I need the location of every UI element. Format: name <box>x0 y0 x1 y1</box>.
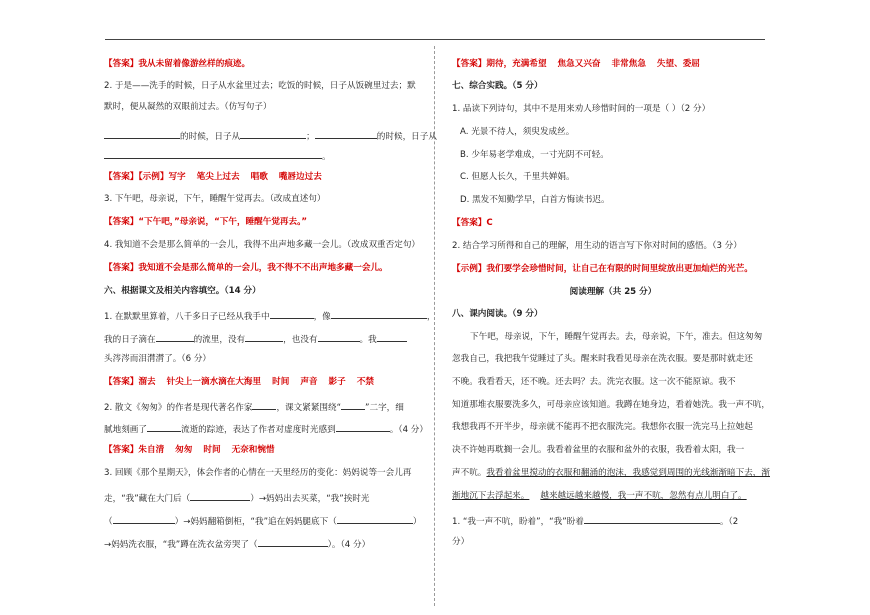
answer-blank[interactable] <box>147 422 181 432</box>
section-heading: 八、课内阅读。（9 分） <box>452 309 543 319</box>
answer-blank[interactable] <box>318 332 360 342</box>
answer-line: 【答案】期待，充满希望 焦急又兴奋 非常焦急 失望、委屈 <box>452 59 700 69</box>
answer-blank[interactable] <box>156 332 194 342</box>
fill-blank-line: 腻地刻画了 流逝的踪迹，表达了作者对虚度时光感到 。（4 分） <box>104 422 428 436</box>
header-rule <box>105 39 765 40</box>
fill-blank-line: →妈妈洗衣服，“我”蹲在洗衣盆旁哭了（ ）。（4 分） <box>104 537 370 551</box>
passage-line: 忽我自己，我把我午觉睡过了头。醒来时我看见母亲在洗衣服。要是那时就走还 <box>452 354 753 364</box>
question-text: 3. 下午吧，母亲说，下午，睡醒午觉再去。（改成直述句） <box>104 194 326 204</box>
fill-blank-line: 1. 在默默里算着，八千多日子已经从我手中 ，像 ， <box>104 309 435 323</box>
passage-line: 决不许她再耽搁一会儿。我看着盆里的衣服和盆外的衣服，我看着太阳，我一 <box>452 445 745 455</box>
question-text: 头涔涔而泪潸潸了。（6 分） <box>104 354 212 364</box>
question-text: 4. 我知道不会是那么简单的一会儿，我得不出声地多藏一会儿。（改成双重否定句） <box>104 240 421 250</box>
answer-line: 【答案】“下午吧，”母亲说，“下午，睡醒午觉再去。” <box>104 217 308 227</box>
answer-blank[interactable] <box>190 491 250 501</box>
option-b[interactable]: B. 少年易老学难成，一寸光阴不可轻。 <box>460 150 609 160</box>
answer-line: 【答案】溜去 针尖上一滴水滴在大海里 时间 声音 影子 不禁 <box>104 377 374 387</box>
answer-blank[interactable] <box>113 514 175 524</box>
underlined-sentence: 渐地沉下去浮起来。 <box>452 491 530 501</box>
answer-blank[interactable] <box>337 514 413 524</box>
answer-blank[interactable] <box>252 400 276 410</box>
passage-line: 我想我再不开半步，母亲就不能再不把衣服洗完。我想你衣服一洗完马上拉她起 <box>452 422 753 432</box>
passage-line: 下午吧，母亲说，下午，睡醒午觉再去。去，母亲说，下午，准去。但这匆匆 <box>470 332 763 342</box>
answer-line: 【答案】我知道不会是那么简单的一会儿，我不得不不出声地多藏一会儿。 <box>104 263 388 273</box>
passage-line: 知道那堆衣服要洗多久，可母亲应该知道。我蹲在她身边，看着她洗。我一声不吭， <box>452 400 770 410</box>
answer-blank[interactable] <box>104 129 180 139</box>
section-heading: 六、根据课文及相关内容填空。（14 分） <box>104 286 261 296</box>
fill-blank-line: 2. 散文《匆匆》的作者是现代著名作家 ，课文紧紧围绕“ ”二字，细 <box>104 400 404 414</box>
passage-line: 渐地沉下去浮起来。 越来越远越来越慢，我一声不吭，忽然有点儿明白了。 <box>452 491 747 501</box>
question-text: 2. 于是——洗手的时候，日子从水盆里过去；吃饭的时候，日子从饭碗里过去；默 <box>104 81 416 91</box>
fill-blank-line: 1. “我一声不吭，盼着”，“我”盼着 。（2 <box>452 514 738 528</box>
answer-blank[interactable] <box>336 422 390 432</box>
answer-blank[interactable] <box>331 309 427 319</box>
section-heading: 七、综合实践。（5 分） <box>452 81 543 91</box>
answer-blank[interactable] <box>377 332 407 342</box>
answer-blank[interactable] <box>245 332 283 342</box>
answer-blank[interactable] <box>584 514 720 524</box>
question-text: 分） <box>452 537 470 547</box>
fill-blank-line: （ ）→妈妈翻箱倒柜，“我”追在妈妈腿底下（ ） <box>104 514 421 528</box>
option-c[interactable]: C. 但愿人长久，千里共婵娟。 <box>460 172 575 182</box>
section-title: 阅读理解（共 25 分） <box>569 287 657 297</box>
fill-blank-line: 走，“我”藏在大门后（ ）→妈妈出去买菜，“我”挨时光 <box>104 491 369 505</box>
passage-line: 不晚。我看看天，还不晚。还去吗？去。洗完衣服。这一次不能原谅。我不 <box>452 377 736 387</box>
answer-line: 【答案】【示例】写字 笔尖上过去 唱歌 嘴唇边过去 <box>104 172 322 182</box>
answer-blank[interactable] <box>315 129 377 139</box>
fill-blank-line: 我的日子滴在 的流里，没有 ，也没有 。我 <box>104 332 407 346</box>
answer-blank[interactable] <box>341 400 365 410</box>
answer-line: 【答案】C <box>452 218 493 228</box>
question-text: 默时，便从凝然的双眼前过去。（仿写句子） <box>104 102 272 112</box>
question-text: 2. 结合学习所得和自己的理解，用生动的语言写下你对时间的感悟。（3 分） <box>452 241 742 251</box>
question-text: 3. 回顾《那个星期天》，体会作者的心情在一天里经历的变化：妈妈说等一会儿再 <box>104 468 412 478</box>
answer-blank[interactable] <box>240 129 306 139</box>
answer-line: 【示例】我们要学会珍惜时间，让自己在有限的时间里绽放出更加灿烂的光芒。 <box>452 264 753 274</box>
question-text: 1. 品读下列诗句，其中不是用来劝人珍惜时间的一项是（ ）（2 分） <box>452 104 711 114</box>
answer-blank[interactable] <box>104 149 322 159</box>
passage-line: 声不吭。我看着盆里搅动的衣服和翻涌的泡沫，我感觉到周围的光线渐渐暗下去，渐 <box>452 468 770 478</box>
fill-blank-line: 。 <box>104 149 331 163</box>
option-a[interactable]: A. 光景不待人，须臾发成丝。 <box>460 127 575 137</box>
answer-blank[interactable] <box>270 309 314 319</box>
underlined-sentence: 我看着盆里搅动的衣服和翻涌的泡沫，我感觉到周围的光线渐渐暗下去，渐 <box>486 468 770 478</box>
fill-blank-line: 的时候，日子从 ； 的时候，日子从 <box>104 129 437 143</box>
answer-blank[interactable] <box>258 537 328 547</box>
answer-line: 【答案】朱自清 匆匆 时间 无奈和惋惜 <box>104 445 275 455</box>
option-d[interactable]: D. 黑发不知勤学早，白首方悔读书迟。 <box>460 195 610 205</box>
answer-line: 【答案】我从未留着像游丝样的痕迹。 <box>104 59 251 69</box>
